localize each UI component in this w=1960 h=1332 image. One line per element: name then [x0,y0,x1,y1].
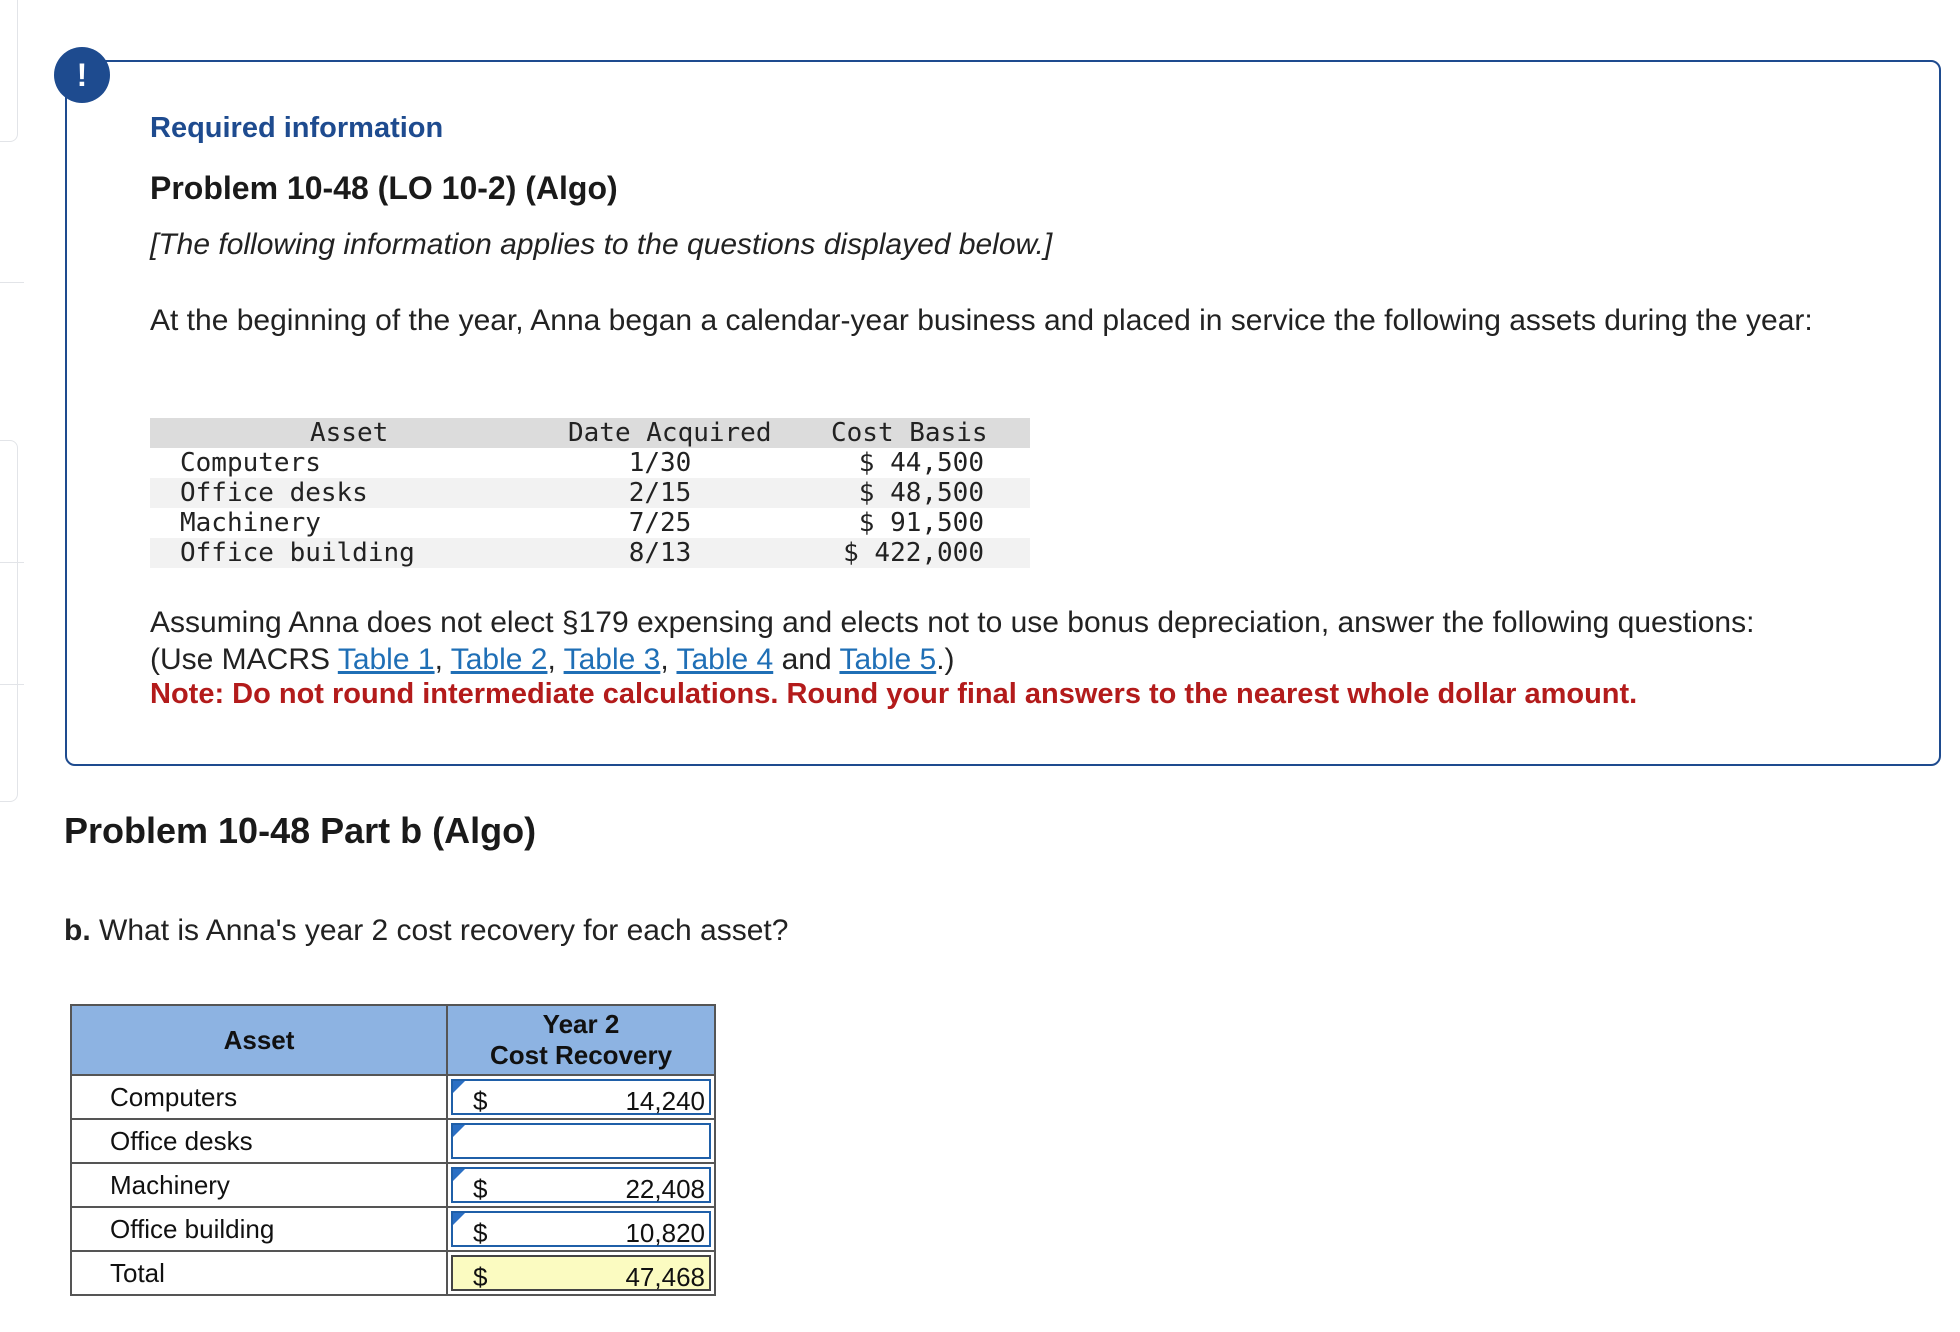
input-flag-icon [453,1213,465,1225]
input-flag-icon [453,1125,465,1137]
dollar-sign: $ [473,1218,488,1248]
answer-header-recovery-line2: Cost Recovery [489,1040,673,1070]
asset-cost: $ 44,500 [858,448,984,478]
question-label: b. [64,914,91,947]
asset-row [150,508,1030,538]
asset-table [150,418,1030,568]
answer-asset-label: Office building [71,1207,447,1251]
answer-total-label: Total [71,1251,447,1295]
dollar-sign: $ [473,1086,488,1116]
answer-row [71,1119,715,1163]
asset-cost: $ 48,500 [858,478,984,508]
ghost-panel-top [0,0,18,142]
asset-date: 1/30 [628,448,692,478]
asset-name: Office desks [180,478,368,508]
question-text [64,914,788,948]
asset-name: Computers [180,448,321,478]
answer-row [71,1207,715,1251]
recovery-total-value: 47,468 [625,1262,705,1292]
answer-asset-label: Machinery [71,1163,447,1207]
table-3-link[interactable]: Table 3 [563,643,661,676]
required-info-title: Required information [150,112,444,144]
part-title: Problem 10-48 Part b (Algo) [64,810,537,851]
applies-note: [The following information applies to the questions displayed below.] [150,228,1053,261]
recovery-input-machinery[interactable] [447,1163,715,1207]
input-flag-icon [453,1169,465,1181]
recovery-input-computers[interactable] [447,1075,715,1119]
answer-row [71,1163,715,1207]
recovery-value: 14,240 [625,1086,705,1116]
asset-cost: $ 422,000 [843,538,984,568]
use-prefix: (Use MACRS [150,643,331,676]
rounding-note: Note: Do not round intermediate calculations. Round your final answers to the nearest whole dollar amount. [150,678,1638,710]
assumption-text [150,604,1910,678]
answer-header-recovery [447,1005,715,1075]
recovery-value: 22,408 [625,1174,705,1204]
answer-header-recovery-line1: Year 2 [542,1009,620,1039]
problem-title: Problem 10-48 (LO 10-2) (Algo) [150,170,618,206]
ghost-divider [0,562,24,563]
input-flag-icon [453,1081,465,1093]
asset-row [150,538,1030,568]
answer-total-row [71,1251,715,1295]
asset-cost: $ 91,500 [858,508,984,538]
question-body: What is Anna's year 2 cost recovery for each asset? [99,914,789,947]
header-asset: Asset [310,418,389,448]
answer-asset-label: Office desks [71,1119,447,1163]
dollar-sign: $ [473,1262,488,1292]
asset-date: 7/25 [628,508,692,538]
recovery-input-office-building[interactable] [447,1207,715,1251]
intro-text: At the beginning of the year, Anna began a calendar-year business and placed in service the following assets during the year: [150,304,1813,337]
table-5-link[interactable]: Table 5 [839,643,937,676]
asset-row [150,478,1030,508]
dollar-sign: $ [473,1174,488,1204]
ghost-divider [0,282,24,283]
use-suffix: .) [936,643,955,676]
asset-table-header [150,418,1030,448]
ghost-panel-middle [0,440,18,802]
macrs-tables-line: (Use MACRS Table 1, Table 2, Table 3, Table 4 and Table 5.) [150,643,955,676]
asset-date: 8/13 [628,538,692,568]
and-word: and [781,643,832,676]
asset-name: Machinery [180,508,321,538]
ghost-divider [0,684,24,685]
assumption-sentence: Assuming Anna does not elect §179 expensing and elects not to use bonus depreciation, answer the following questions: [150,606,1755,639]
answer-row [71,1075,715,1119]
header-cost-basis: Cost Basis [831,418,988,448]
header-date-acquired: Date Acquired [568,418,772,448]
asset-row [150,448,1030,478]
answer-table [70,1004,716,1296]
asset-name: Office building [180,538,415,568]
answer-table-header [71,1005,715,1075]
table-4-link[interactable]: Table 4 [676,643,774,676]
recovery-input-office-desks[interactable] [447,1119,715,1163]
recovery-value: 10,820 [625,1218,705,1248]
asset-date: 2/15 [628,478,692,508]
recovery-total [447,1251,715,1295]
table-2-link[interactable]: Table 2 [450,643,548,676]
table-1-link[interactable]: Table 1 [337,643,435,676]
answer-header-asset: Asset [71,1005,447,1075]
alert-icon: ! [54,47,110,103]
answer-asset-label: Computers [71,1075,447,1119]
